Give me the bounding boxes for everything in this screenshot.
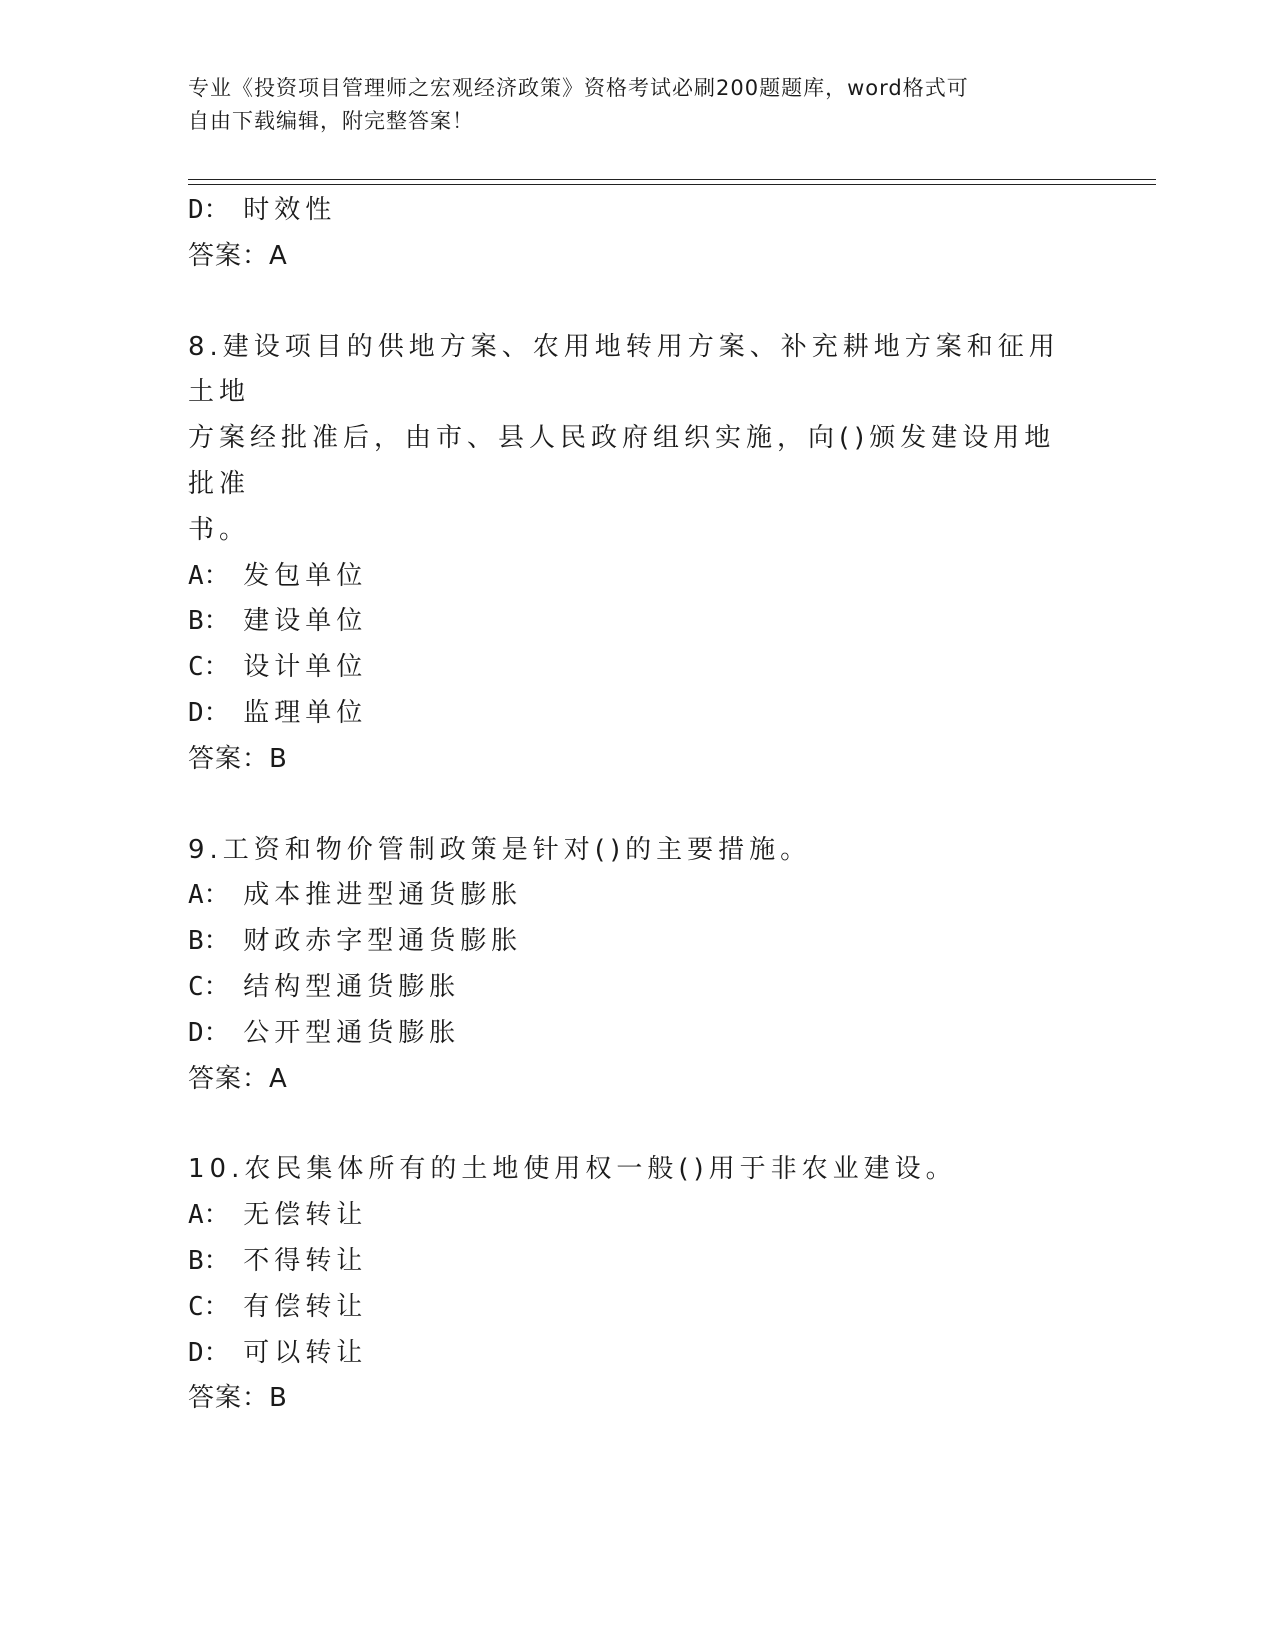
question-list	[188, 188, 1068, 1422]
option-label: D：	[188, 1017, 230, 1048]
option-text: 有偿转让	[243, 1291, 368, 1322]
option-text: 发包单位	[243, 560, 368, 591]
header-line-2: 自由下载编辑，附完整答案！	[188, 109, 474, 133]
option-label: A：	[188, 560, 230, 591]
option-text: 时效性	[243, 195, 337, 225]
stem-line: 方案经批准后，由市、县人民政府组织实施，向()颁发建设用地批准	[188, 423, 1056, 499]
option-text: 监理单位	[243, 697, 368, 728]
option-b	[188, 599, 1068, 645]
option-label: D：	[188, 195, 230, 225]
option-label: D：	[188, 697, 230, 728]
option-text: 公开型通货膨胀	[243, 1017, 461, 1048]
answer: 答案：B	[188, 1383, 288, 1414]
stem-line: 8.建设项目的供地方案、农用地转用方案、补充耕地方案和征用土地	[188, 331, 1060, 408]
option-label: B：	[188, 1245, 230, 1276]
option-text: 建设单位	[243, 606, 368, 637]
option-c	[188, 1285, 1068, 1331]
option-label: D：	[188, 1337, 230, 1368]
header-line-1: 专业《投资项目管理师之宏观经济政策》资格考试必刷200题题库，word格式可	[188, 76, 969, 100]
option-a	[188, 873, 1068, 919]
option-text: 可以转让	[243, 1337, 368, 1368]
answer-continued: 答案：A	[188, 240, 288, 271]
option-c	[188, 965, 1068, 1011]
option-d	[188, 1331, 1068, 1377]
question-stem	[188, 828, 1068, 874]
option-b	[188, 919, 1068, 965]
stem-line: 9.工资和物价管制政策是针对()的主要措施。	[188, 834, 812, 865]
spacer	[188, 783, 1068, 828]
option-c	[188, 645, 1068, 691]
option-label: C：	[188, 971, 230, 1002]
question-stem	[188, 1147, 1068, 1193]
option-label: A：	[188, 880, 230, 911]
option-d-continued	[188, 188, 1068, 234]
option-text: 成本推进型通货膨胀	[243, 880, 523, 911]
question-10	[188, 1147, 1068, 1422]
page-header	[188, 72, 1068, 138]
option-text: 无偿转让	[243, 1200, 368, 1231]
answer: 答案：B	[188, 743, 288, 774]
stem-line: 10.农民集体所有的土地使用权一般()用于非农业建设。	[188, 1154, 957, 1185]
option-d	[188, 1011, 1068, 1057]
answer: 答案：A	[188, 1063, 288, 1094]
stem-line: 书。	[188, 514, 251, 545]
header-rule-bottom	[188, 184, 1156, 185]
question-9	[188, 828, 1068, 1103]
question-stem	[188, 325, 1068, 554]
option-text: 不得转让	[243, 1245, 368, 1276]
option-label: C：	[188, 652, 230, 683]
header-rule-top	[188, 179, 1156, 180]
option-label: A：	[188, 1200, 230, 1231]
spacer	[188, 1102, 1068, 1147]
option-text: 财政赤字型通货膨胀	[243, 926, 523, 957]
spacer	[188, 280, 1068, 325]
option-d	[188, 691, 1068, 737]
option-label: B：	[188, 926, 230, 957]
option-b	[188, 1239, 1068, 1285]
option-a	[188, 554, 1068, 600]
option-text: 设计单位	[243, 652, 368, 683]
option-text: 结构型通货膨胀	[243, 971, 461, 1002]
option-label: C：	[188, 1291, 230, 1322]
option-label: B：	[188, 606, 230, 637]
option-a	[188, 1193, 1068, 1239]
question-8	[188, 325, 1068, 783]
